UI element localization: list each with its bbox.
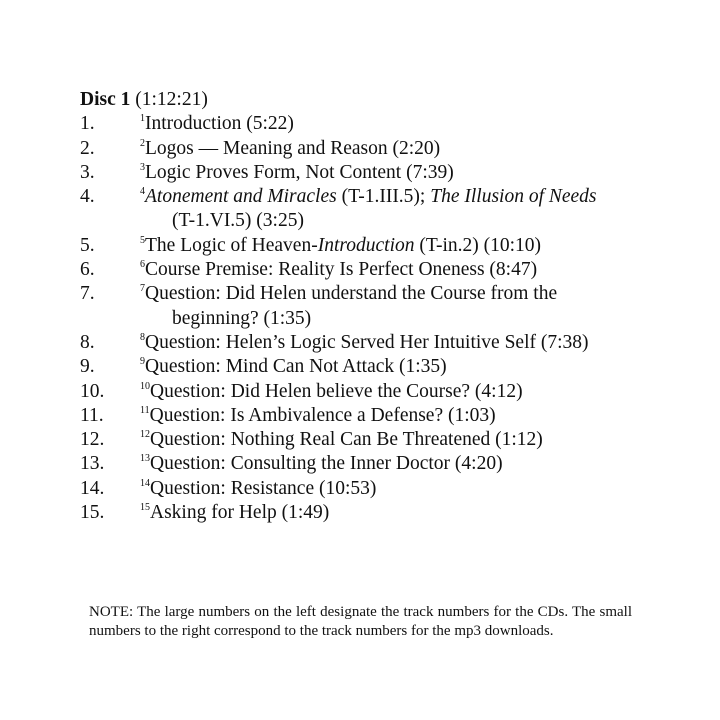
track-title-segment: Question: Mind Can Not Attack (1:35) <box>145 356 447 378</box>
track-title-line <box>140 161 680 185</box>
track-title-segment: Logos — Meaning and Reason (2:20) <box>145 137 441 159</box>
track-title <box>140 355 680 379</box>
tracks <box>80 112 680 525</box>
mp3-track-number: 3 <box>140 161 145 173</box>
cd-track-number: 12. <box>80 429 105 451</box>
mp3-track-number: 11 <box>140 404 150 416</box>
track-title-line <box>140 501 680 525</box>
track-title-line <box>140 112 680 136</box>
mp3-track-number: 12 <box>140 429 150 441</box>
cd-track-number: 13. <box>80 453 105 475</box>
track-title-segment: (T-1.III.5); <box>336 186 431 208</box>
track-title <box>140 161 680 185</box>
track-title-line <box>140 331 680 355</box>
track-title-segment: Introduction <box>317 234 415 256</box>
track-title-line <box>140 404 680 428</box>
track-title-segment: Question: Is Ambivalence a Defense? (1:03) <box>149 404 496 426</box>
track-title-segment: The Logic of Heaven- <box>145 234 318 256</box>
mp3-track-number: 6 <box>140 259 145 271</box>
mp3-track-number: 14 <box>140 477 150 489</box>
track-title-segment: Asking for Help (1:49) <box>150 502 330 524</box>
disc-label: Disc 1 <box>80 89 131 110</box>
track-title-segment: Course Premise: Reality Is Perfect Oneness (8:47) <box>145 259 538 281</box>
track-list <box>80 88 680 525</box>
track-row <box>80 282 680 331</box>
cd-track-number: 10. <box>80 380 105 402</box>
cd-track-number: 9. <box>80 356 95 378</box>
disc-heading <box>80 88 680 112</box>
track-title <box>140 185 680 234</box>
track-title-segment: Question: Helen’s Logic Served Her Intuitive Self (7:38) <box>145 331 589 353</box>
track-title <box>140 452 680 476</box>
track-title-line <box>140 477 680 501</box>
cd-track-number: 14. <box>80 477 105 499</box>
mp3-track-number: 9 <box>140 356 145 368</box>
mp3-track-number: 1 <box>140 113 145 125</box>
track-title-continuation: beginning? (1:35) <box>172 307 312 329</box>
track-title <box>140 501 680 525</box>
track-title-segment: The Illusion of Needs <box>430 186 597 208</box>
track-title <box>140 137 680 161</box>
track-title <box>140 428 680 452</box>
track-title-line <box>140 380 680 404</box>
cd-track-number: 11. <box>80 404 104 426</box>
mp3-track-number: 13 <box>140 453 150 465</box>
track-row <box>80 112 680 136</box>
cd-track-number: 3. <box>80 161 95 183</box>
track-title-segment: Introduction (5:22) <box>145 113 294 135</box>
track-title-continuation: (T-1.VI.5) (3:25) <box>172 210 304 232</box>
track-title <box>140 258 680 282</box>
disc-duration: (1:12:21) <box>135 89 208 110</box>
track-row <box>80 477 680 501</box>
track-title <box>140 477 680 501</box>
track-title-line <box>140 258 680 282</box>
track-title-segment: Question: Did Helen believe the Course? (4:12) <box>150 380 523 402</box>
cd-track-number: 7. <box>80 283 95 305</box>
note-text: NOTE: The large numbers on the left designate the track numbers for the CDs. The small numbers to the right correspond to the track numbers for the mp3 downloads. <box>89 604 632 639</box>
mp3-track-number: 4 <box>140 186 145 198</box>
track-title <box>140 234 680 258</box>
track-title <box>140 112 680 136</box>
track-title <box>140 380 680 404</box>
cd-track-number: 5. <box>80 234 95 256</box>
track-row <box>80 355 680 379</box>
track-title-segment: Logic Proves Form, Not Content (7:39) <box>145 161 454 183</box>
track-title <box>140 282 680 331</box>
track-row <box>80 331 680 355</box>
track-title-line <box>140 428 680 452</box>
track-title-line <box>140 355 680 379</box>
mp3-track-number: 7 <box>140 283 145 295</box>
mp3-track-number: 8 <box>140 331 145 343</box>
mp3-track-number: 10 <box>140 380 150 392</box>
track-title-segment: Question: Resistance (10:53) <box>150 477 377 499</box>
cd-track-number: 8. <box>80 331 95 353</box>
track-row <box>80 428 680 452</box>
track-title-line <box>140 137 680 161</box>
track-title-segment: Question: Did Helen understand the Course from the <box>145 283 558 305</box>
track-title-segment: Question: Nothing Real Can Be Threatened (1:12) <box>150 429 543 451</box>
track-title-segment: Question: Consulting the Inner Doctor (4:20) <box>150 453 503 475</box>
cd-track-number: 2. <box>80 137 95 159</box>
track-row <box>80 137 680 161</box>
track-row <box>80 258 680 282</box>
track-row <box>80 404 680 428</box>
track-row <box>80 234 680 258</box>
track-title-line <box>140 185 680 209</box>
track-title-line <box>140 282 680 306</box>
cd-track-number: 15. <box>80 502 105 524</box>
track-row <box>80 501 680 525</box>
cd-track-number: 1. <box>80 113 95 135</box>
mp3-track-number: 15 <box>140 502 150 514</box>
track-title <box>140 404 680 428</box>
track-title-line <box>140 452 680 476</box>
track-title-segment: (T-in.2) (10:10) <box>414 234 542 256</box>
track-title-line <box>140 234 680 258</box>
mp3-track-number: 2 <box>140 137 145 149</box>
cd-track-number: 6. <box>80 259 95 281</box>
track-row <box>80 185 680 234</box>
track-title-segment: Atonement and Miracles <box>145 186 337 208</box>
track-row <box>80 452 680 476</box>
mp3-track-number: 5 <box>140 234 145 246</box>
cd-track-number: 4. <box>80 186 95 208</box>
track-row <box>80 161 680 185</box>
track-row <box>80 380 680 404</box>
track-title <box>140 331 680 355</box>
